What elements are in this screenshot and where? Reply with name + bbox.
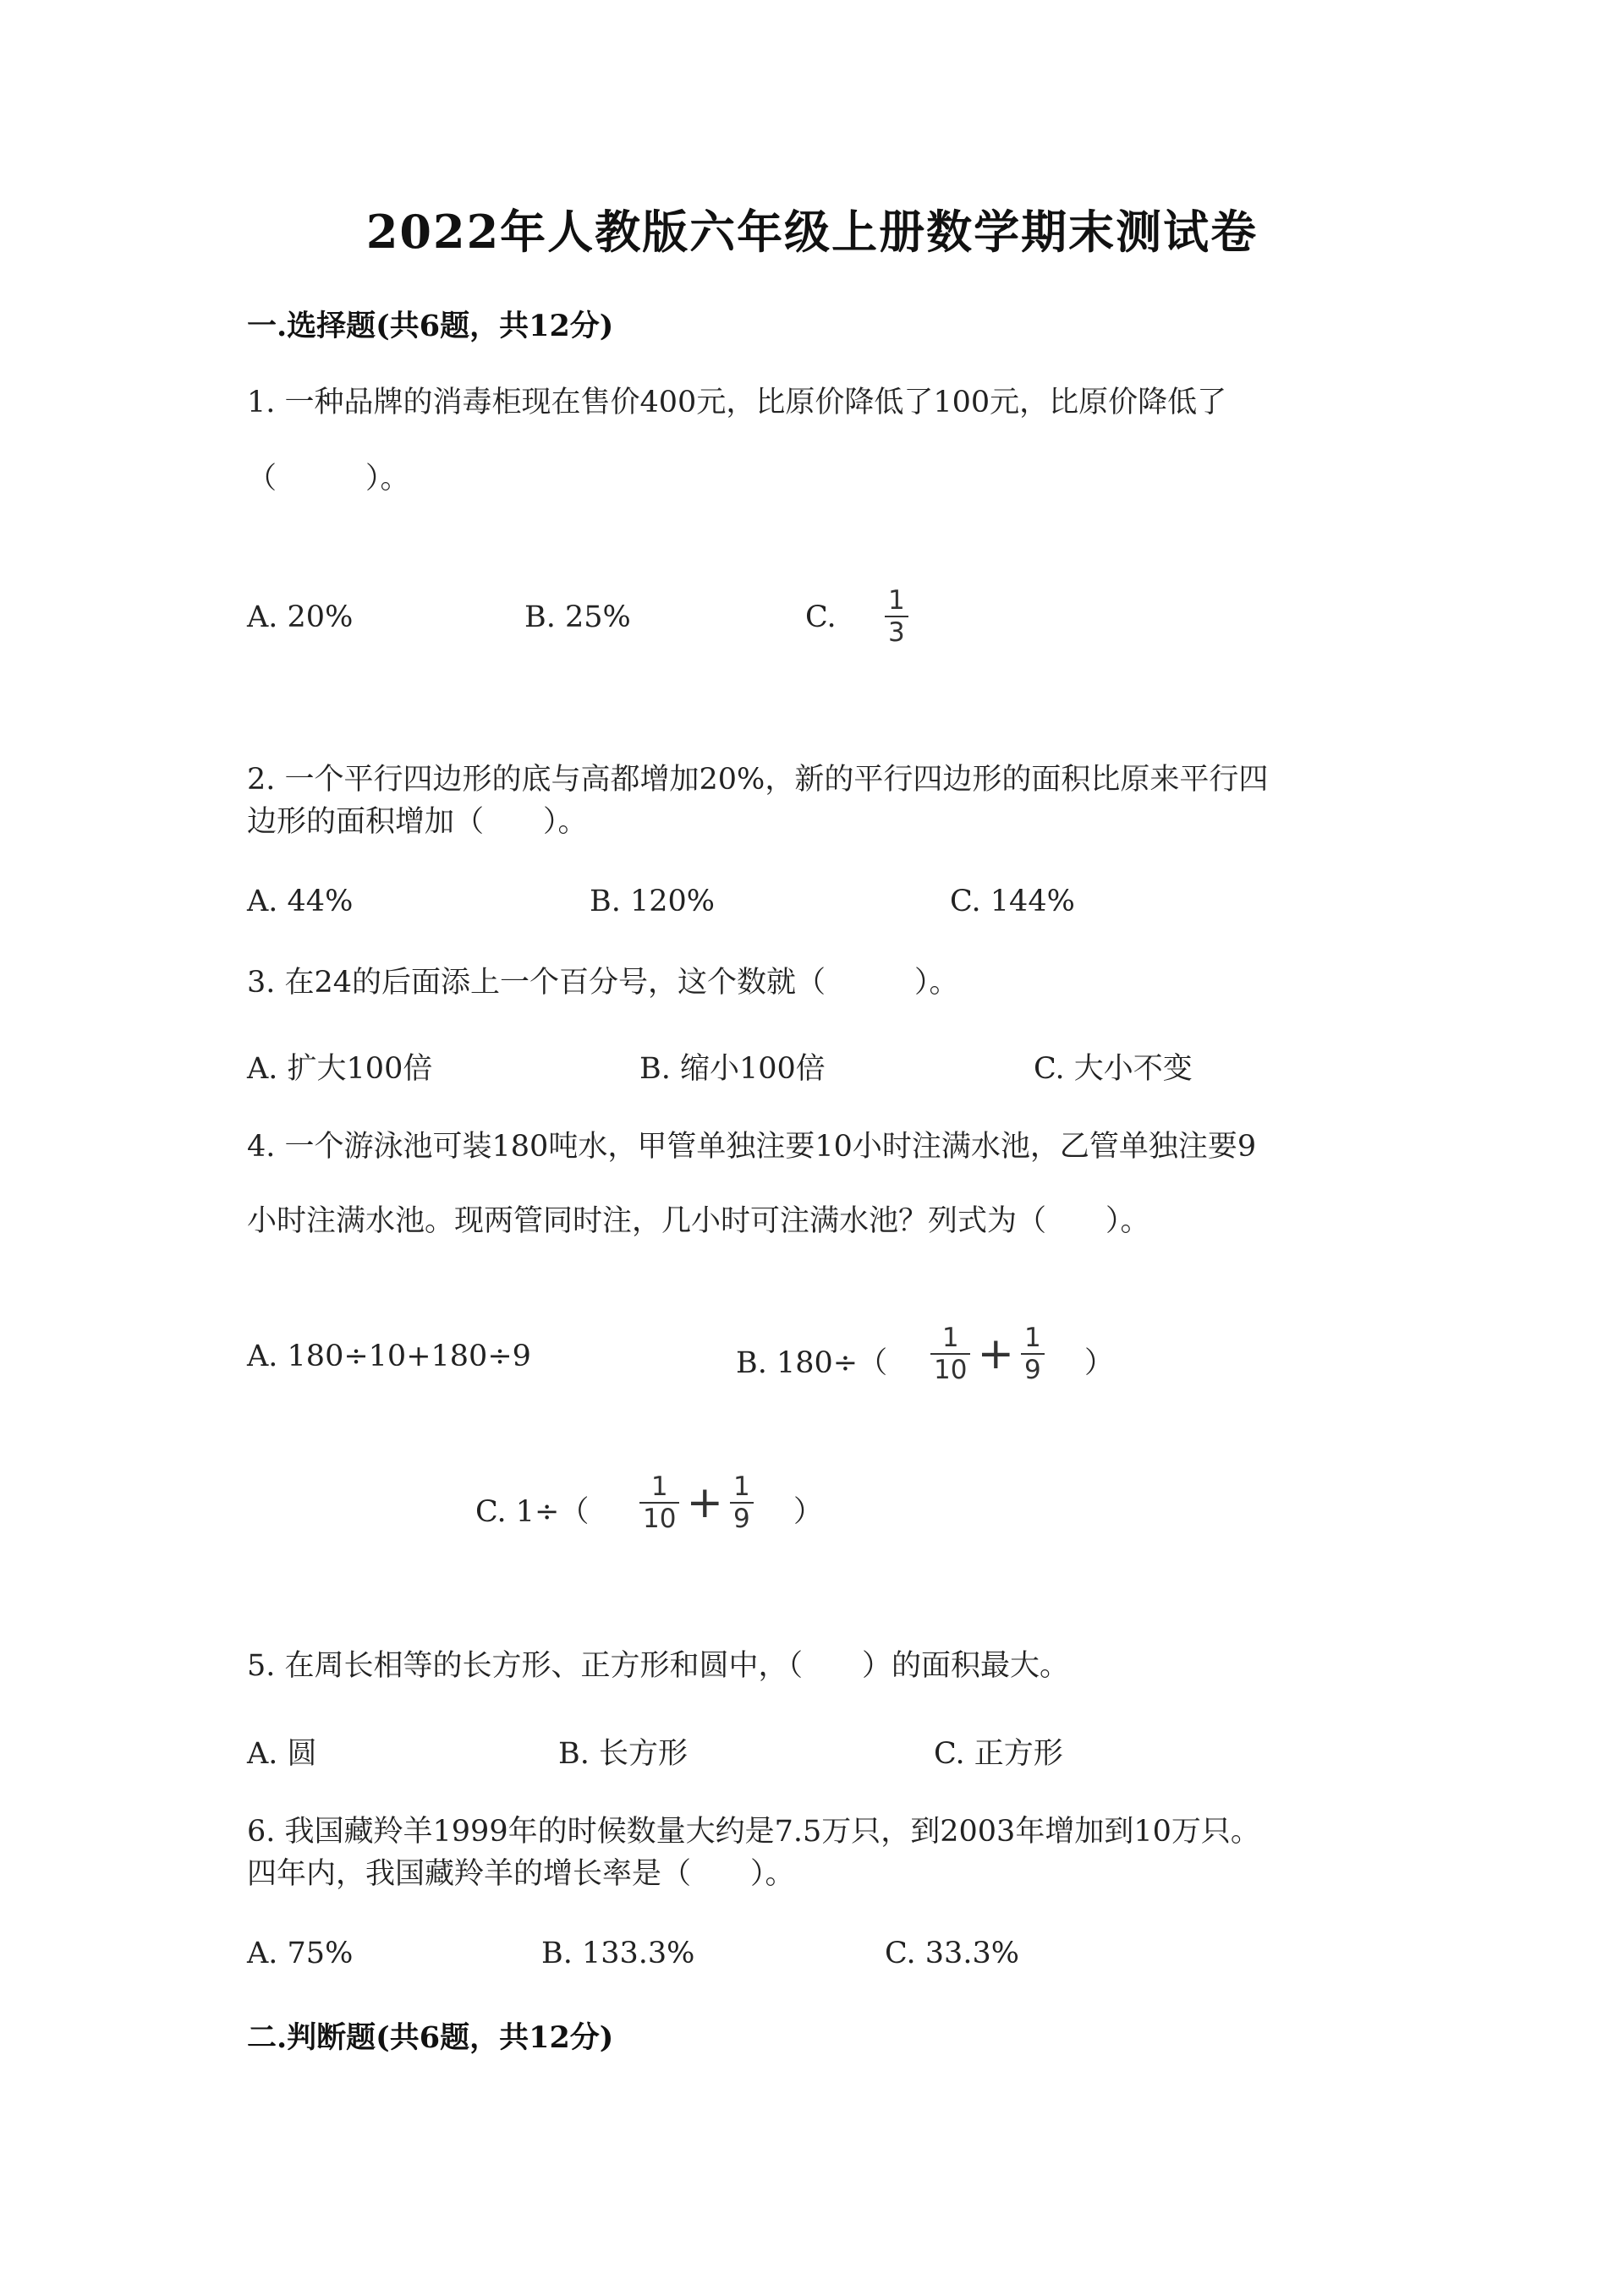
plus-sign: + [686,1477,724,1528]
question-2-line-2: 边形的面积增加（ ）。 [247,805,588,839]
fraction-denominator: 10 [643,1504,677,1534]
question-3-line-1: 3. 在24的后面添上一个百分号，这个数就（ ）。 [247,966,959,1000]
fraction-numerator: 1 [941,1323,959,1353]
question-6-line-2: 四年内，我国藏羚羊的增长率是（ ）。 [247,1857,795,1891]
question-4-line-1: 4. 一个游泳池可装180吨水，甲管单独注要10小时注满水池，乙管单独注要9 [247,1130,1257,1164]
question-4-option-c-suffix: ） [793,1495,824,1529]
fraction-numerator: 1 [888,585,905,616]
fraction-numerator: 1 [1024,1323,1041,1353]
question-4-option-c-prefix: C. 1÷（ [475,1495,590,1529]
fraction [639,1471,679,1534]
question-5-option-a: A. 圆 [247,1737,317,1771]
question-6-line-1: 6. 我国藏羚羊1999年的时候数量大约是7.5万只，到2003年增加到10万只。 [247,1815,1260,1849]
question-1-line-1: 1. 一种品牌的消毒柜现在售价400元，比原价降低了100元，比原价降低了 [247,386,1227,419]
fraction-denominator: 10 [934,1355,968,1385]
question-5-option-c: C. 正方形 [934,1737,1063,1771]
question-4-option-b-expression [930,1323,1045,1385]
question-5-line-1: 5. 在周长相等的长方形、正方形和圆中，（ ）的面积最大。 [247,1649,1070,1683]
question-2-option-c: C. 144% [950,885,1075,918]
question-4-option-b-prefix: B. 180÷（ [736,1346,888,1380]
plus-sign: + [977,1329,1015,1379]
question-1-option-c-fraction [885,585,908,648]
question-1-line-2: （ ）。 [247,462,410,496]
page-title: 2022年人教版六年级上册数学期末测试卷 [365,205,1259,259]
section-heading-choice: 一.选择题(共6题，共12分) [247,309,614,343]
question-4-option-a: A. 180÷10+180÷9 [247,1340,531,1373]
section-heading-true-false: 二.判断题(共6题，共12分) [247,2020,614,2055]
fraction [885,585,908,648]
question-4-option-c-expression [639,1471,754,1534]
fraction [1021,1323,1045,1385]
question-2-option-a: A. 44% [247,885,354,918]
question-2-option-b: B. 120% [590,885,716,918]
fraction [730,1471,754,1534]
question-3-option-a: A. 扩大100倍 [247,1052,433,1086]
question-1-option-a: A. 20% [247,600,354,634]
fraction-denominator: 3 [888,617,905,648]
fraction-numerator: 1 [733,1471,750,1502]
question-2-line-1: 2. 一个平行四边形的底与高都增加20%，新的平行四边形的面积比原来平行四 [247,763,1269,797]
question-3-option-b: B. 缩小100倍 [639,1052,826,1086]
question-6-option-a: A. 75% [247,1937,354,1970]
question-3-option-c: C. 大小不变 [1034,1052,1193,1086]
question-6-option-b: B. 133.3% [541,1937,695,1970]
question-4-option-b-suffix: ） [1084,1346,1115,1380]
fraction-denominator: 9 [1024,1355,1041,1385]
fraction-numerator: 1 [650,1471,668,1502]
question-5-option-b: B. 长方形 [558,1737,688,1771]
fraction [930,1323,970,1385]
fraction-denominator: 9 [733,1504,750,1534]
question-4-line-2: 小时注满水池。现两管同时注，几小时可注满水池？列式为（ ）。 [247,1204,1150,1238]
question-6-option-c: C. 33.3% [885,1937,1019,1970]
question-1-option-b: B. 25% [524,600,631,634]
question-1-option-c-label: C. [805,600,837,634]
